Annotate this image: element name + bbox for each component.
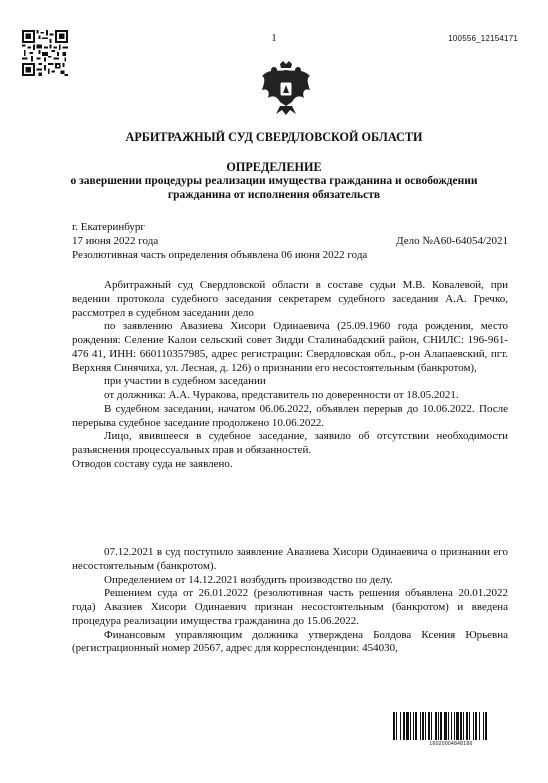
court-name: АРБИТРАЖНЫЙ СУД СВЕРДЛОВСКОЙ ОБЛАСТИ [125, 130, 423, 144]
city: г. Екатеринбург [72, 221, 145, 233]
body-paragraph: от должника: А.А. Чуракова, представитель по доверенности от 18.05.2021. [104, 389, 459, 401]
document-type: ОПРЕДЕЛЕНИЕ [226, 160, 322, 174]
page-number: 1 [271, 33, 277, 44]
case-number: Дело №А60-64054/2021 [396, 235, 508, 247]
body-paragraph: В судебном заседании, начатом 06.06.2022, объявлен перерыв до 10.06.2022. После перерыва судебное заседание продолжено 10.06.2022. [72, 402, 508, 429]
document-body-continued [72, 546, 508, 656]
body-paragraph: Арбитражный суд Свердловской области в составе судьи М.В. Ковалевой, при ведении протокола судебного заседания секретарем судебного заседания А.А. Гречко, рассмотрел в судебном заседании дело [72, 279, 508, 319]
body-paragraph: Решением суда от 26.01.2022 (резолютивная часть решения объявлена 20.01.2022 года) Авазиев Хисори Одинаевич признан несостоятельным (банкротом) и введена процедура реализации имущества гражданина до 15.06.2022. [72, 587, 508, 627]
document-date: 17 июня 2022 года [72, 235, 159, 247]
document-body [72, 279, 508, 472]
coat-of-arms-icon [260, 60, 312, 116]
barcode-number: 16020004848186 [429, 741, 473, 747]
body-paragraph: Определением от 14.12.2021 возбудить производство по делу. [104, 573, 393, 586]
document-subject: о завершении процедуры реализации имущества гражданина и освобождении гражданина от исполнения обязательств [70, 175, 478, 201]
body-paragraph: при участии в судебном заседании [104, 375, 266, 388]
body-paragraph: 07.12.2021 в суд поступило заявление Авазиева Хисори Одинаевича о признании его несостоятельным (банкротом). [72, 546, 508, 572]
body-paragraph: Отводов составу суда не заявлено. [72, 457, 233, 470]
body-paragraph: Лицо, явившееся в судебное заседание, заявило об отсутствии необходимости разъяснения процессуальных прав и обязанностей. [72, 430, 508, 456]
resolution-note: Резолютивная часть определения объявлена 06 июня 2022 года [72, 249, 368, 261]
barcode [393, 712, 509, 740]
body-paragraph: по заявлению Авазиева Хисори Одинаевича (25.09.1960 года рождения, место рождения: Селение Калои сельский совет Зидди Сталинабадский район, СНИЛС: 196-961-476 41, ИНН: 660110357985, адрес регистрации: Свердловская обл., р-он Алапаевский, пгт. Верхняя Синячиха, ул. Лесная, д. 126) о признании его несостоятельным (банкротом), [72, 320, 508, 374]
body-paragraph: Финансовым управляющим должника утверждена Болдова Ксения Юрьевна (регистрационный номер 20567, адрес для корреспонденции: 454030, [72, 628, 508, 655]
document-id: 100556_12154171 [448, 34, 518, 43]
